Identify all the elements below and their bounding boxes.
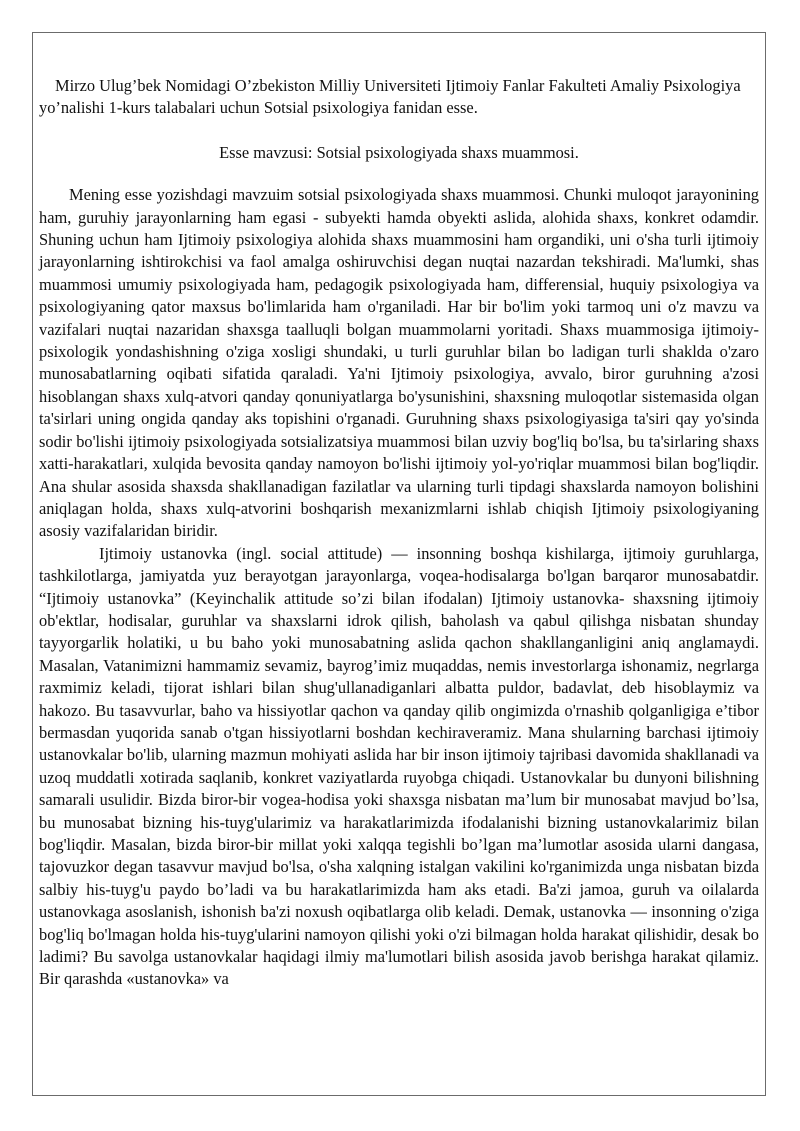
essay-subject: Esse mavzusi: Sotsial psixologiyada shaxs muammosi. bbox=[219, 142, 579, 162]
page-frame bbox=[32, 32, 766, 1096]
paragraph-1: Mening esse yozishdagi mavzuim sotsial psixologiyada shaxs muammosi. Chunki muloqot jarayonining ham, guruhiy jarayonlarning ham egasi - subyekti hamda obyekti aslida, alohida shaxs, konkret odamdir. Shuning uchun ham Ijtimoiy psixologiya alohida shaxs muammosini ham organdiki, uni o'sha turli ijtimoiy jarayonlarning ishtirokchisi va faol amalga oshiruvchisi degan nuqtai nazardan tekshiradi. Ma'lumki, shas muammosi umumiy psixologiyada ham, pedagogik psixologiyada ham, differensial, huquiy psixologiya va psixologiyaning qator maxsus bo'limlarida ham o'rganiladi. Har bir bo'lim yoki tarmoq uni o'z mavzu va vazifalari nuqtai nazaridan shaxsga taalluqli bolgan muammolarni yoritadi. Shaxs muammosiga ijtimoiy-psixologik yondashishning o'ziga xosligi shundaki, u turli guruhlar bilan bo ladigan turli shaklda o'zaro munosabatlarning oqibati sifatida qaraladi. Ya'ni Ijtimoiy psixologiya, avvalo, biror guruhning a'zosi hisoblangan shaxs xulq-atvori qanday qonuniyatlarga bo'ysunishini, shaxsning muloqotlar sistemasida olgan ta'sirlari uning ongida qanday aks topishini o'rganadi. Guruhning shaxs psixologiyasiga ta'siri qay yo'sinda sodir bo'lishi ijtimoiy psixologiyada sotsializatsiya muammosi bilan uzviy bog'liq bo'lsa, bu ta'sirlaring shaxs xatti-harakatlari, xulqida bevosita qanday namoyon bo'lishi ijtimoiy yol-yo'riqlar muammosi bilan bog'liqdir. Ana shular asosida shaxsda shakllanadigan fazilatlar va ularning turli tipdagi shaxslarda namoyon bolishini aniqlagan holda, shaxs xulq-atvorini boshqarish mexanizmlarni ishlab chiqish Ijtimoiy psixologiyaning asosiy vazifalaridan biridir. bbox=[39, 185, 759, 541]
document-header: Mirzo Ulug’bek Nomidagi O’zbekiston Milliy Universiteti Ijtimoiy Fanlar Fakulteti Amaliy Psixologiya yo’nalishi 1-kurs talabalari uchun Sotsial psixologiya fanidan esse. bbox=[39, 76, 741, 118]
paragraph-2: Ijtimoiy ustanovka (ingl. social attitude) — insonning boshqa kishilarga, ijtimoiy guruhlarga, tashkilotlarga, jamiyatda yuz berayotgan jarayonlarga, voqea-hodisalarga bo'lgan barqaror munosabatdir. “Ijtimoiy ustanovka” (Keyinchalik attitude so’zi bilan ifodalan) Ijtimoiy ustanovka- shaxsning ijtimoiy ob'ektlar, hodisalar, guruhlar va shaxslarni idrok qilish, baholash va qabul qilishga nisbatan shunday tayyorgarlik holatiki, u bu baho yoki munosabatning aslida qachon shakllanganligini aniq anglamaydi. Masalan, Vatanimizni hammamiz sevamiz, bayrog’imiz muqaddas, nemis investorlarga ishonamiz, negrlarga raxmimiz keladi, tijorat ishlari bilan shug'ullanadiganlari albatta puldor, badavlat, deb hisoblaymiz va hakozo. Bu tasavvurlar, baho va hissiyotlar qachon va qanday qilib ongimizda o'rnashib qolganligiga e’tibor bermasdan yuqorida sanab o'tgan hissiyotlarni boshdan kechiraveramiz. Mana shularning barchasi ijtimoiy ustanovkalar bo'lib, ularning mazmun mohiyati aslida har bir inson ijtimoiy tajribasi davomida shakllanadi va uzoq muddatli xotirada saqlanib, konkret vaziyatlarda ruyobga chiqadi. Ustanovkalar bu dunyoni bilishning samarali usulidir. Bizda biror-bir vogea-hodisa yoki shaxsga nisbatan ma’lum bir munosabat mavjud bo’lsa, bu munosabat bizning his-tuyg'ularimiz va harakatlarimizda ifodalanishi bizning ustanovkalarimiz bilan bog'liqdir. Masalan, bizda biror-bir millat yoki xalqqa tegishli bo’lgan ma’lumotlar asosida ularni dangasa, tajovuzkor degan tasavvur mavjud bo'lsa, o'sha xalqning istalgan vakilini ko'rganimizda unga nisbatan bizda salbiy his-tuyg'u paydo bo’ladi va bu harakatlarimizda ham aks etadi. Ba'zi jamoa, guruh va oilalarda ustanovkaga asoslanish, ishonish ba'zi noxush oqibatlarga olib keladi. Demak, ustanovka — insonning o'ziga bog'liq bo'lmagan holda his-tuyg'ularini namoyon qilishi yoki o'zi bilmagan holda harakat qilishidir, desak bo ladimi? Bu savolga ustanovkalar haqidagi ilmiy ma'lumotlari bilish asosida javob berishga harakat qilamiz. Bir qarashda «ustanovka» va bbox=[39, 543, 759, 989]
document-body bbox=[39, 75, 759, 991]
